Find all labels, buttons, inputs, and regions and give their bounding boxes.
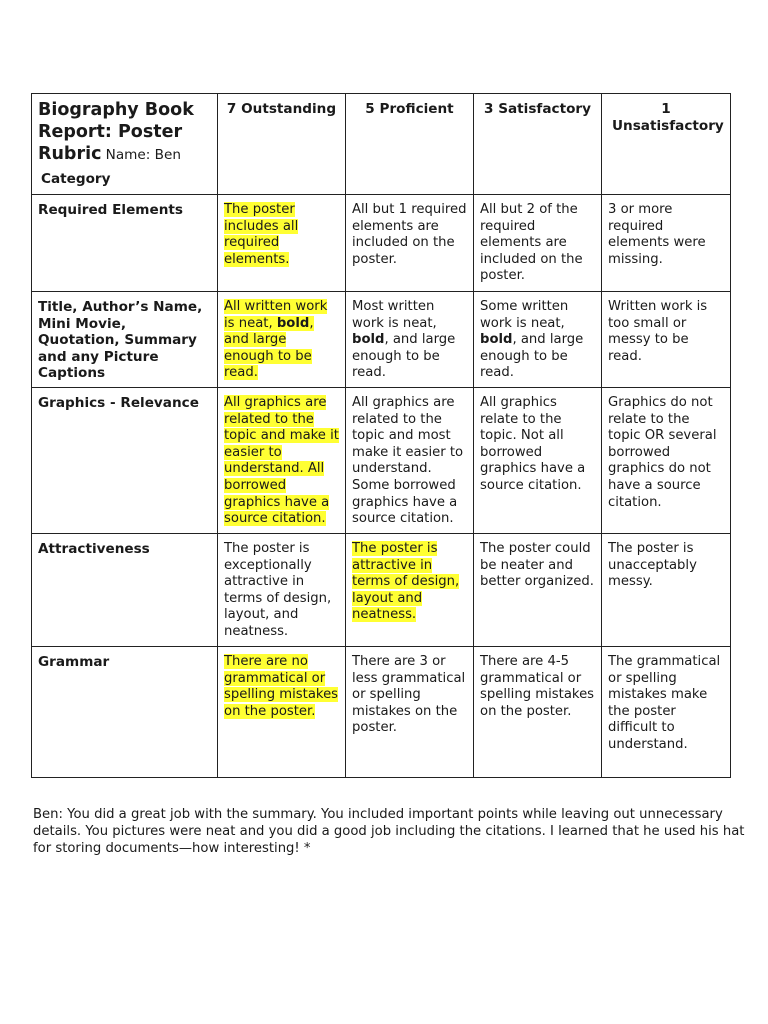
- rubric-table: [31, 93, 731, 778]
- category-cell: Attractiveness: [32, 534, 218, 647]
- student-name: Name: Ben: [105, 147, 181, 163]
- rubric-row: [32, 195, 731, 292]
- criteria-cell: [602, 388, 731, 534]
- column-header-outstanding: 7 Outstanding: [218, 94, 346, 195]
- category-cell: Grammar: [32, 647, 218, 778]
- criteria-text: Written work is too small or messy to be read.: [608, 299, 708, 364]
- criteria-text: The poster is exceptionally attractive in terms of design, layout, and neatness.: [224, 541, 332, 639]
- rubric-row: [32, 388, 731, 534]
- criteria-cell: [346, 647, 474, 778]
- rubric-title-line3: Rubric: [38, 144, 102, 164]
- criteria-text: Graphics do not relate to the topic OR several borrowed graphics do not have a source citation.: [608, 395, 717, 510]
- rubric-row: [32, 292, 731, 388]
- category-header: Category: [41, 171, 111, 187]
- column-header-satisfactory: 3 Satisfactory: [474, 94, 602, 195]
- criteria-cell: [474, 388, 602, 534]
- category-cell: Required Elements: [32, 195, 218, 292]
- title-cell: [32, 94, 218, 195]
- criteria-cell: [218, 647, 346, 778]
- criteria-text: All graphics relate to the topic. Not all borrowed graphics have a source citation.: [480, 395, 586, 493]
- criteria-text: Most written work is neat,: [352, 299, 437, 331]
- highlighted-text: , and large enough to be read.: [224, 315, 314, 381]
- criteria-cell: [602, 195, 731, 292]
- category-cell: Title, Author’s Name, Mini Movie, Quotation, Summary and any Picture Captions: [32, 292, 218, 388]
- criteria-cell: [474, 292, 602, 388]
- rubric-title-line2: Report: Poster: [38, 122, 183, 142]
- criteria-text: 3 or more required elements were missing.: [608, 202, 706, 267]
- header-row: [32, 94, 731, 195]
- column-header-unsatisfactory: 1 Unsatisfactory: [602, 94, 731, 195]
- criteria-cell: [346, 292, 474, 388]
- category-cell: Graphics - Relevance: [32, 388, 218, 534]
- criteria-cell: [218, 388, 346, 534]
- criteria-cell: [218, 195, 346, 292]
- criteria-text: , and large enough to be read.: [480, 332, 584, 381]
- criteria-text: The poster is unacceptably messy.: [608, 541, 697, 590]
- criteria-cell: [346, 388, 474, 534]
- teacher-comment: Ben: You did a great job with the summary. You included important points while leaving out unnecessary details. You pictures were neat and you did a good job including the citations. I learned that he used his hat for storing documents—how interesting! *: [33, 807, 745, 856]
- criteria-cell: [474, 647, 602, 778]
- criteria-text: The grammatical or spelling mistakes make the poster difficult to understand.: [608, 654, 721, 752]
- criteria-cell: [602, 534, 731, 647]
- criteria-text: All graphics are related to the topic and most make it easier to understand. Some borrowed graphics have a source citation.: [352, 395, 464, 527]
- criteria-cell: [218, 292, 346, 388]
- highlighted-text: All written work is neat,: [224, 299, 328, 331]
- criteria-text: There are 3 or less grammatical or spelling mistakes on the poster.: [352, 654, 466, 736]
- criteria-text: All but 1 required elements are included on the poster.: [352, 202, 467, 267]
- rubric-title-line1: Biography Book: [38, 100, 194, 120]
- criteria-cell: [218, 534, 346, 647]
- criteria-text: All but 2 of the required elements are included on the poster.: [480, 202, 583, 284]
- highlighted-text: The poster includes all required elements.: [224, 202, 299, 267]
- rubric-row: [32, 647, 731, 778]
- highlighted-text: bold: [276, 315, 310, 331]
- criteria-text: bold: [352, 332, 385, 348]
- highlighted-text: The poster is attractive in terms of design, layout and neatness.: [352, 541, 460, 623]
- criteria-cell: [474, 195, 602, 292]
- criteria-text: , and large enough to be read.: [352, 332, 456, 381]
- rubric-row: [32, 534, 731, 647]
- column-header-proficient: 5 Proficient: [346, 94, 474, 195]
- criteria-text: There are 4-5 grammatical or spelling mistakes on the poster.: [480, 654, 595, 719]
- criteria-cell: [346, 195, 474, 292]
- criteria-cell: [602, 647, 731, 778]
- criteria-cell: [602, 292, 731, 388]
- highlighted-text: All graphics are related to the topic and make it easier to understand. All borrowed graphics have a source citation.: [224, 395, 339, 527]
- criteria-cell: [474, 534, 602, 647]
- criteria-text: bold: [480, 332, 513, 348]
- criteria-text: The poster could be neater and better organized.: [480, 541, 594, 590]
- criteria-text: Some written work is neat,: [480, 299, 569, 331]
- criteria-cell: [346, 534, 474, 647]
- highlighted-text: There are no grammatical or spelling mistakes on the poster.: [224, 654, 339, 719]
